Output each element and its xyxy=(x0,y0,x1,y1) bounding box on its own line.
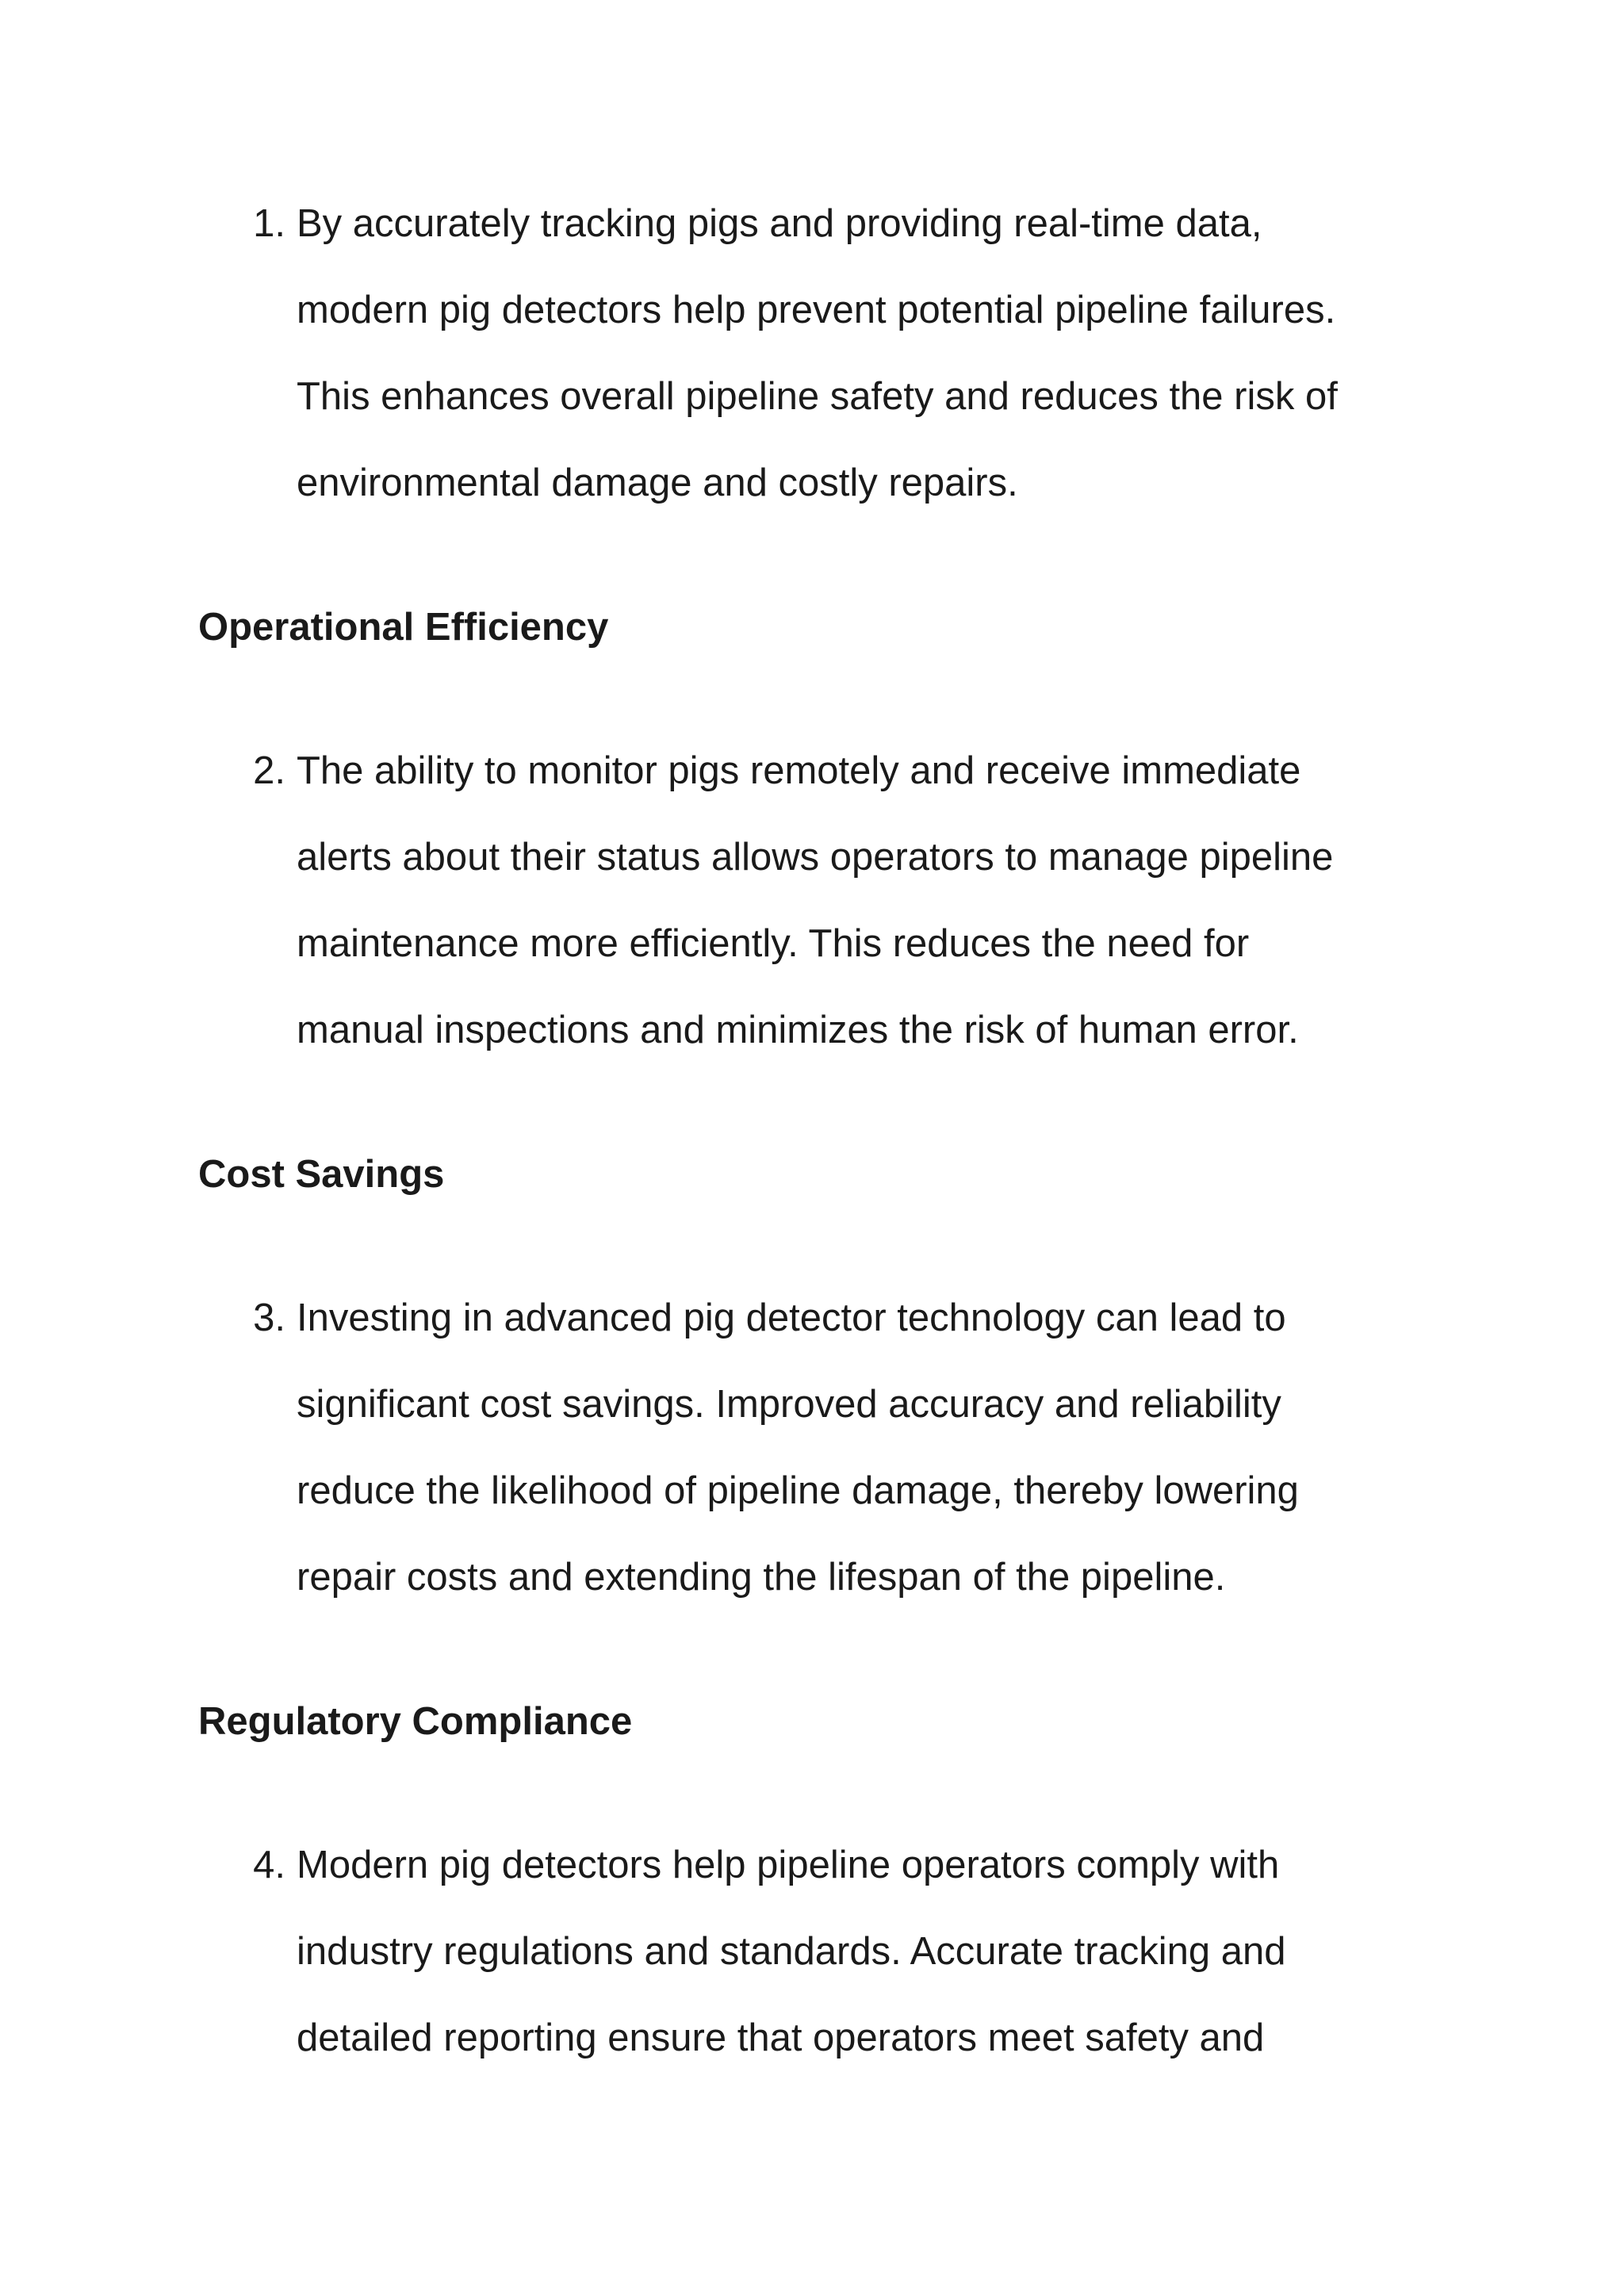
text-line: Investing in advanced pig detector technology can lead to xyxy=(297,1296,1286,1339)
section-heading: Regulatory Compliance xyxy=(198,1700,633,1743)
list-number: 1. xyxy=(253,202,285,245)
section-heading: Cost Savings xyxy=(198,1153,445,1196)
text-line: alerts about their status allows operators to manage pipeline xyxy=(297,836,1334,879)
list-number: 4. xyxy=(253,1844,285,1886)
text-line: manual inspections and minimizes the risk of human error. xyxy=(297,1009,1299,1051)
text-line: reduce the likelihood of pipeline damage, thereby lowering xyxy=(297,1469,1299,1512)
text-line: By accurately tracking pigs and providing real-time data, xyxy=(297,202,1262,245)
text-line: repair costs and extending the lifespan of the pipeline. xyxy=(297,1556,1226,1599)
text-line: maintenance more efficiently. This reduces the need for xyxy=(297,922,1250,965)
text-line: modern pig detectors help prevent potential pipeline failures. xyxy=(297,289,1336,331)
text-line: industry regulations and standards. Accurate tracking and xyxy=(297,1930,1286,1973)
text-line: Modern pig detectors help pipeline operators comply with xyxy=(297,1844,1280,1886)
text-line: significant cost savings. Improved accuracy and reliability xyxy=(297,1383,1281,1426)
list-item-text xyxy=(297,1275,1431,1621)
list-number: 2. xyxy=(253,749,285,792)
list-item-text xyxy=(297,1822,1431,2081)
list-item-text xyxy=(297,181,1431,527)
text-line: The ability to monitor pigs remotely and receive immediate xyxy=(297,749,1301,792)
text-line: detailed reporting ensure that operators meet safety and xyxy=(297,2016,1265,2059)
section-heading: Operational Efficiency xyxy=(198,606,609,649)
list-item-text xyxy=(297,728,1431,1074)
list-number: 3. xyxy=(253,1296,285,1339)
text-line: environmental damage and costly repairs. xyxy=(297,461,1018,504)
text-line: This enhances overall pipeline safety and reduces the risk of xyxy=(297,375,1338,418)
